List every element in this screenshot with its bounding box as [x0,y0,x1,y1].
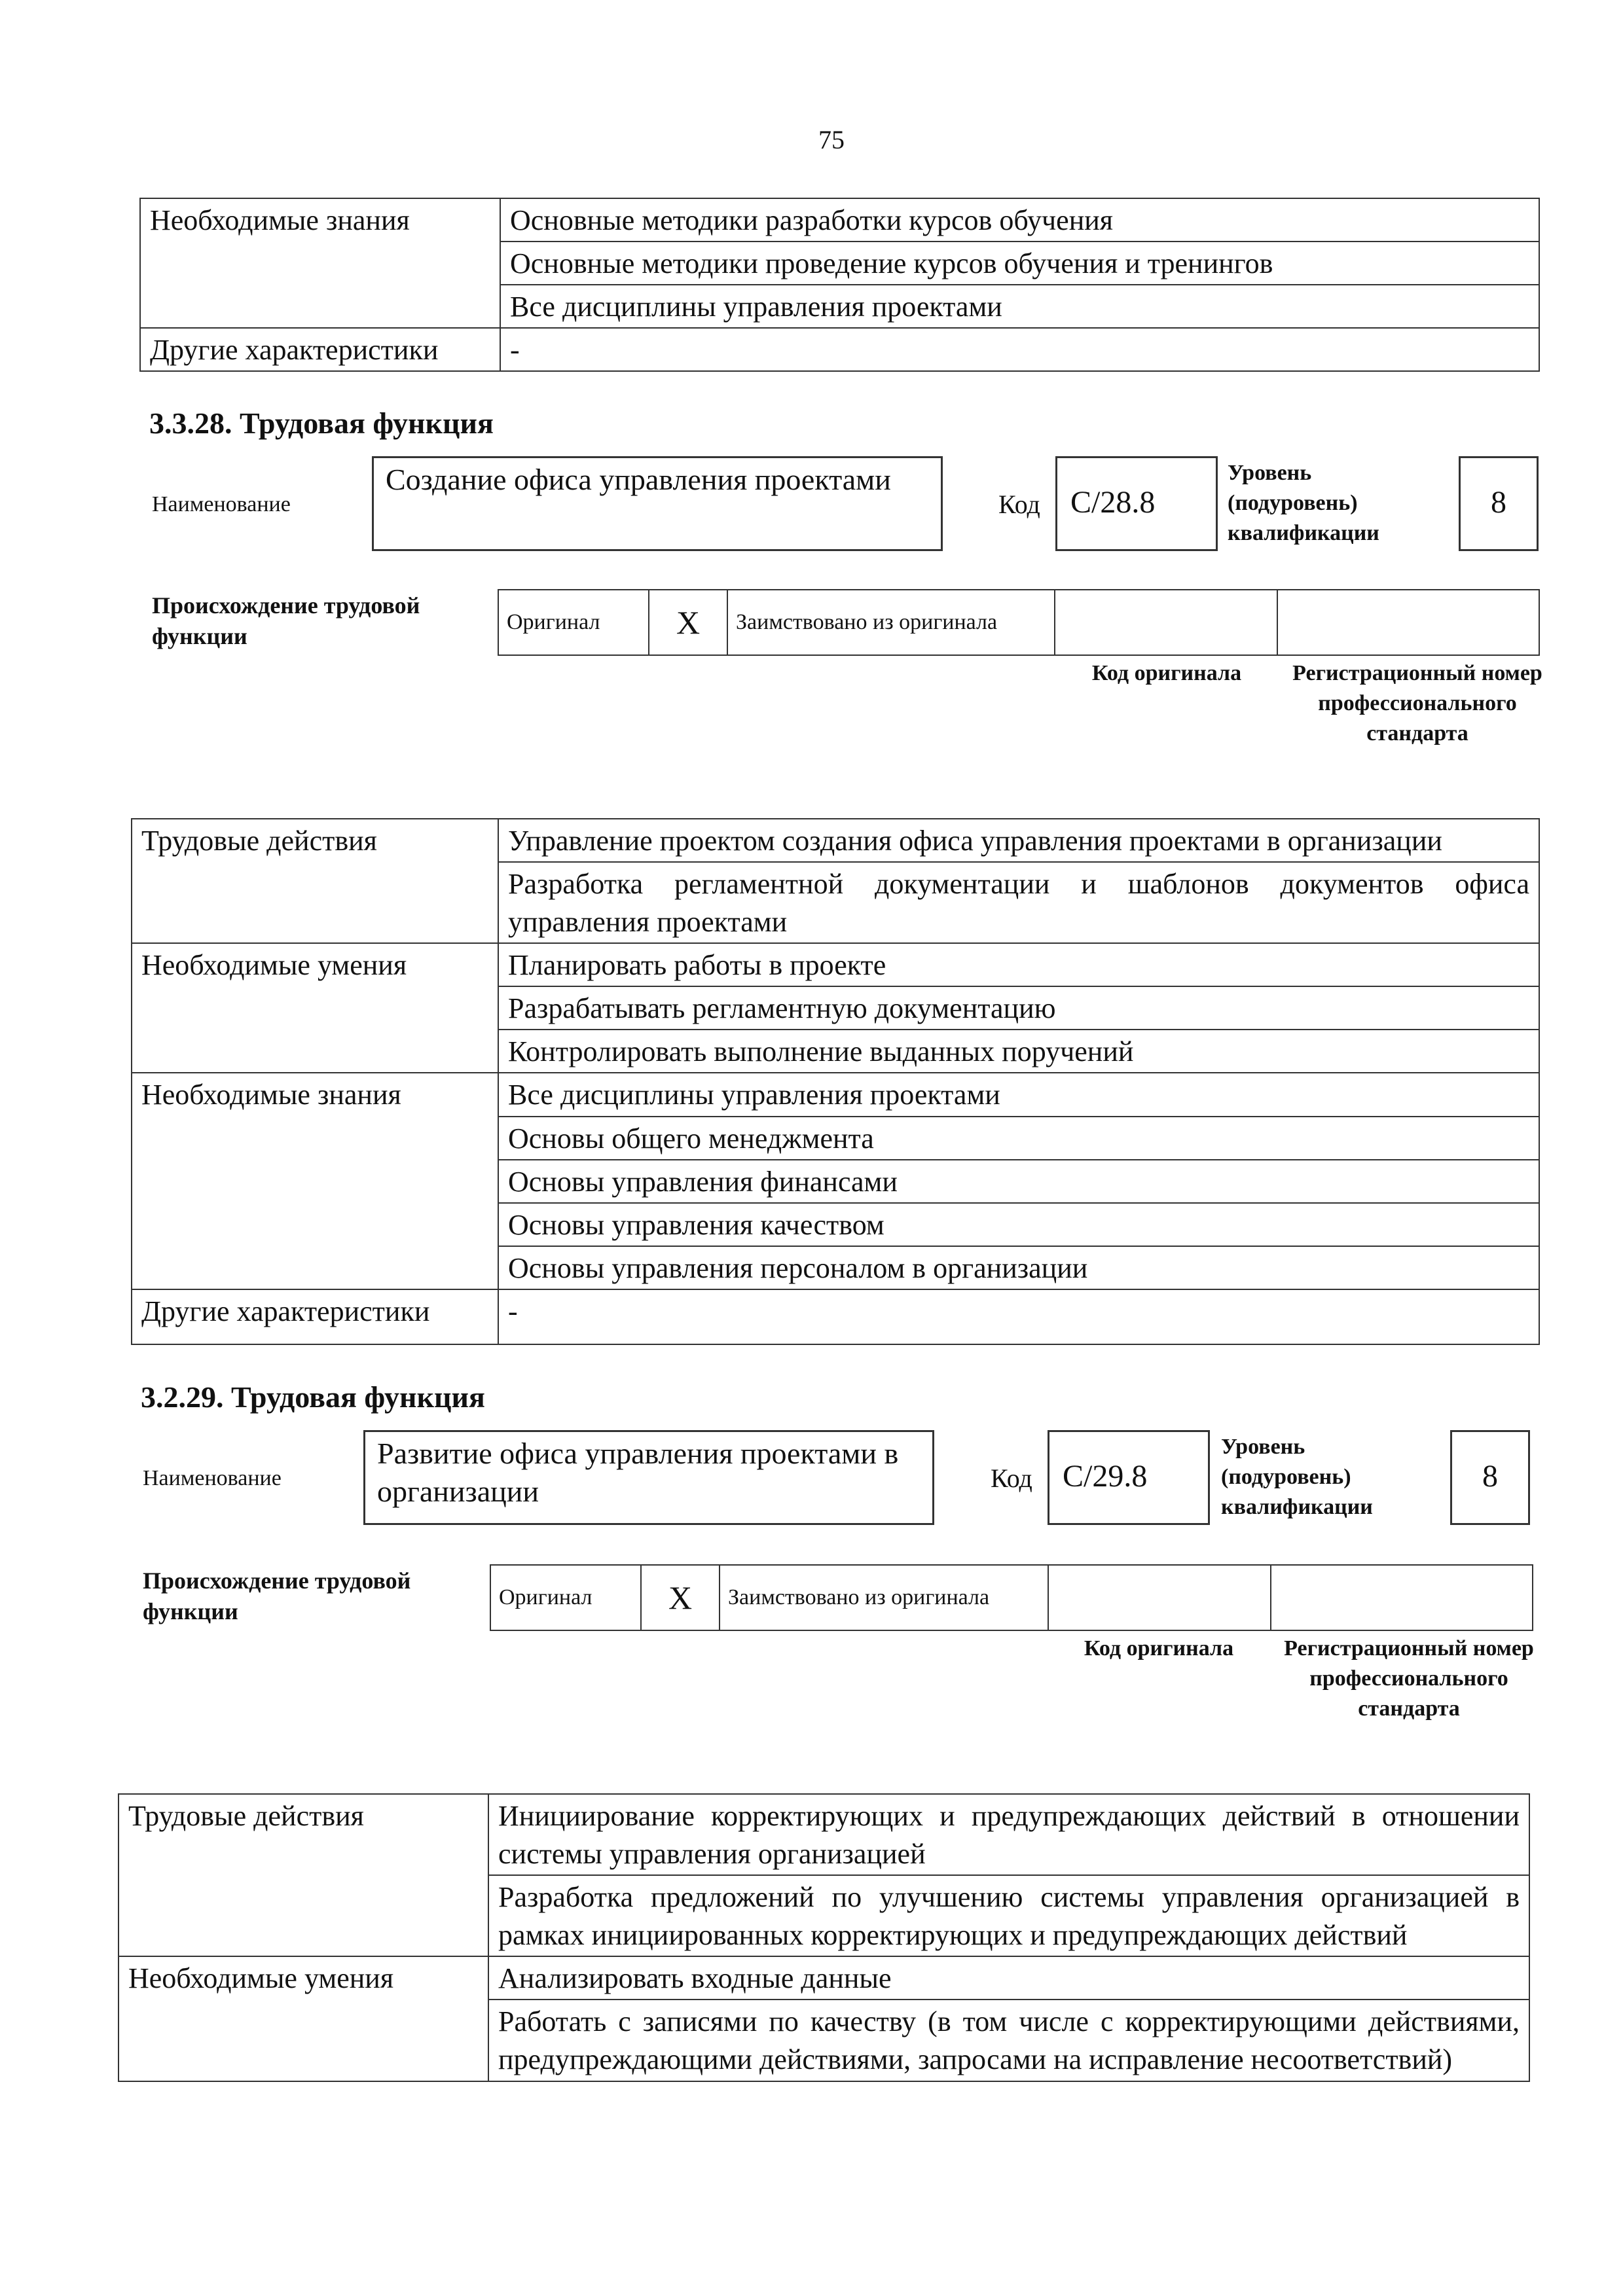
knowledge-item: Основы общего менеджмента [498,1117,1539,1160]
action-item: Инициирование корректирующих и предупреждающих действий в отношении системы управления организацией [488,1794,1529,1875]
origin-label: Происхождение трудовой функции [152,592,420,649]
table-row [119,1794,1529,1875]
actions-label: Трудовые действия [132,819,498,943]
section-title: 3.3.28. Трудовая функция [149,406,494,440]
reg-number-caption: Регистрационный номер профессионального стандарта [1284,1636,1534,1721]
table-row [498,590,1539,655]
other-value: - [500,328,1539,371]
table-row [140,328,1539,371]
function-table [118,1793,1530,2082]
original-label: Оригинал [498,590,649,655]
skill-item: Разрабатывать регламентную документацию [498,986,1539,1030]
origin-table [498,589,1540,656]
table-row [132,1073,1539,1116]
code-label: Код [991,1463,1032,1493]
table-row [132,943,1539,986]
code-label: Код [998,490,1040,519]
table-row [132,819,1539,862]
knowledge-item: Основы управления финансами [498,1160,1539,1203]
knowledge-label: Необходимые знания [140,198,500,328]
table-row [490,1565,1533,1630]
action-item: Разработка предложений по улучшению системы управления организацией в рамках инициированных корректирующих и предупреждающих действий [488,1875,1529,1956]
knowledge-item: Основные методики проведение курсов обучения и тренингов [500,242,1539,285]
skill-item: Планировать работы в проекте [498,943,1539,986]
knowledge-item: Основы управления качеством [498,1203,1539,1246]
reg-number-caption: Регистрационный номер профессионального стандарта [1292,661,1542,745]
table-row [132,1289,1539,1344]
borrowed-label: Заимствовано из оригинала [720,1565,1048,1630]
origin-label: Происхождение трудовой функции [143,1568,411,1624]
page-number: 75 [818,125,845,154]
level-label: Уровень (подуровень) квалификации [1228,461,1379,545]
original-mark: X [649,590,727,655]
code-original-cell [1048,1565,1271,1630]
name-label: Наименование [152,492,291,516]
level-value: 8 [1491,485,1506,520]
knowledge-item: Основы управления персоналом в организации [498,1246,1539,1289]
function-name: Создание офиса управления проектами [386,463,891,496]
original-label: Оригинал [490,1565,641,1630]
code-box [1048,1430,1210,1525]
level-label: Уровень (подуровень) квалификации [1221,1435,1373,1519]
other-label: Другие характеристики [140,328,500,371]
knowledge-item: Все дисциплины управления проектами [498,1073,1539,1116]
skill-item: Контролировать выполнение выданных поручений [498,1030,1539,1073]
other-label: Другие характеристики [132,1289,498,1344]
skills-label: Необходимые умения [132,943,498,1073]
skill-item: Работать с записями по качеству (в том числе с корректирующими действиями, предупреждающими действиями, запросами на исправление несоответствий) [488,2000,1529,2081]
code-original-caption: Код оригинала [1091,661,1242,685]
reg-number-cell [1277,590,1539,655]
name-label: Наименование [143,1466,282,1490]
level-box [1459,456,1539,551]
level-value: 8 [1482,1459,1498,1494]
skill-item: Анализировать входные данные [488,1956,1529,2000]
knowledge-item: Все дисциплины управления проектами [500,285,1539,328]
code-box [1055,456,1218,551]
action-item: Разработка регламентной документации и шаблонов документов офиса управления проектами [498,862,1539,943]
function-name: Развитие офиса управления проектами в организации [377,1437,899,1508]
knowledge-label: Необходимые знания [132,1073,498,1289]
reg-number-cell [1271,1565,1533,1630]
code-original-cell [1055,590,1277,655]
function-table [131,818,1540,1345]
level-box [1450,1430,1530,1525]
knowledge-item: Основные методики разработки курсов обучения [500,198,1539,242]
borrowed-label: Заимствовано из оригинала [727,590,1055,655]
action-item: Управление проектом создания офиса управления проектами в организации [498,819,1539,862]
code-original-caption: Код оригинала [1084,1636,1234,1660]
table-row [140,198,1539,242]
code-value: С/28.8 [1070,485,1156,520]
skills-label: Необходимые умения [119,1956,488,2081]
actions-label: Трудовые действия [119,1794,488,1956]
original-mark: X [641,1565,720,1630]
other-value: - [498,1289,1539,1344]
function-name-box [363,1430,934,1525]
origin-table [490,1564,1533,1631]
top-table [139,198,1540,372]
function-name-box [372,456,943,551]
code-value: С/29.8 [1063,1459,1148,1494]
section-title: 3.2.29. Трудовая функция [141,1380,485,1414]
table-row [119,1956,1529,2000]
